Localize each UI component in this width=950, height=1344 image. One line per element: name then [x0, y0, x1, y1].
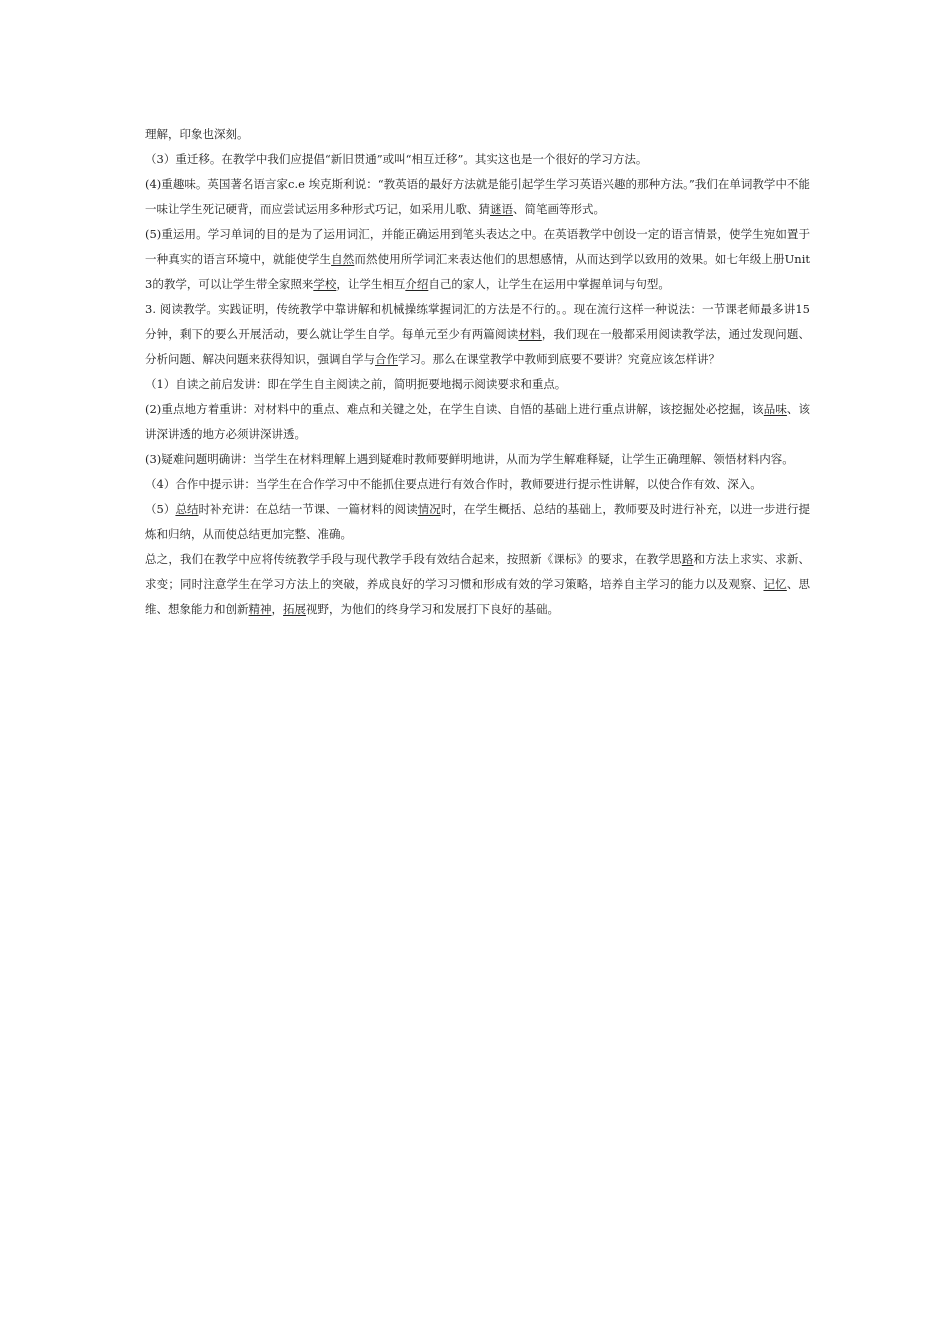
text-run: 、简笔画等形式。: [513, 202, 605, 216]
paragraph: [145, 472, 810, 497]
paragraph: [145, 122, 810, 147]
text-run: 3. 阅读教学。实践证明，传统教学中靠讲解和机械操练掌握词汇的方法是不行的。。现在流行这样一种说法：一节课老师最多讲15分钟，剩下的要么开展活动，要么就让学生自学。每单元至少有两篇阅读: [145, 302, 810, 341]
paragraph: [145, 397, 810, 447]
text-run: ，让学生相互: [336, 277, 406, 291]
text-run: 学习。那么在课堂教学中教师到底要不要讲？究竟应该怎样讲？: [398, 352, 720, 366]
text-run: （1）自读之前启发讲：即在学生自主阅读之前，简明扼要地揭示阅读要求和重点。: [145, 377, 567, 391]
paragraph: [145, 547, 810, 622]
underlined-term: 谜语: [490, 202, 513, 216]
paragraph: [145, 297, 810, 372]
underlined-term: 材料: [518, 327, 542, 341]
underlined-term: 介绍: [405, 277, 429, 291]
text-run: 视野，为他们的终身学习和发展打下良好的基础。: [306, 602, 559, 616]
text-run: (4)重趣味。英国著名语言家c.e 埃克斯利说：“教英语的最好方法就是能引起学生学习英语兴趣的那种方法。”我们在单词教学中不能一味让学生死记硬背，而应尝试运用多种形式巧记，如采用儿歌、猜: [145, 177, 810, 216]
paragraph: [145, 372, 810, 397]
text-run: 自己的家人，让学生在运用中掌握单词与句型。: [428, 277, 670, 291]
text-run: （3）重迁移。在教学中我们应提倡“新旧贯通”或叫“相互迁移”。其实这也是一个很好的学习方法。: [145, 152, 648, 166]
underlined-term: 合作: [375, 352, 398, 366]
text-run: 时，在学生概括、总结的基础上，教师要及时进行补充，以进一步进行提炼和归纳，从而使总结更加完整、准确。: [145, 502, 811, 541]
document-body: [145, 122, 814, 622]
paragraph: [145, 172, 810, 222]
paragraph: [145, 497, 810, 547]
paragraph: [145, 222, 814, 297]
underlined-term: 情况: [417, 502, 441, 516]
underlined-term: 路: [681, 552, 694, 566]
text-run: 理解，印象也深刻。: [145, 127, 249, 141]
paragraph: [145, 447, 810, 472]
underlined-term: 拓展: [283, 602, 306, 616]
text-run: (3)疑难问题明确讲：当学生在材料理解上遇到疑难时教师要鲜明地讲，从而为学生解难释疑，让学生正确理解、领悟材料内容。: [145, 452, 794, 466]
text-run: （5）: [145, 502, 176, 516]
underlined-term: 记忆: [763, 577, 787, 591]
underlined-term: 品味: [763, 402, 787, 416]
text-run: 和方法上求实、求新、求变；同时注意学生在学习方法上的突破，养成良好的学习习惯和形成有效的学习策略，培养自主学习的能力以及观察、: [145, 552, 811, 591]
underlined-term: 精神: [248, 602, 272, 616]
text-run: 、思维、想象能力和创新: [145, 577, 810, 616]
text-run: （4）合作中提示讲：当学生在合作学习中不能抓住要点进行有效合作时，教师要进行提示性讲解，以使合作有效、深入。: [145, 477, 762, 491]
text-run: 时补充讲：在总结一节课、一篇材料的阅读: [198, 502, 418, 516]
text-run: 而然使用所学词汇来表达他们的思想感情，从而达到学以致用的效果。如七年级上册Unit 3的教学，可以让学生带全家照来: [145, 252, 814, 291]
underlined-term: 总结: [175, 502, 199, 516]
text-run: 、该讲深讲透的地方必须讲深讲透。: [145, 402, 811, 441]
text-run: (5)重运用。学习单词的目的是为了运用词汇，并能正确运用到笔头表达之中。在英语教学中创设一定的语言情景，使学生宛如置于一种真实的语言环境中，就能使学生: [145, 227, 810, 266]
underlined-term: 自然: [331, 252, 355, 266]
text-run: ，我们现在一般都采用阅读教学法，通过发现问题、分析问题、解决问题来获得知识，强调自学与: [145, 327, 811, 366]
text-run: (2)重点地方着重讲：对材料中的重点、难点和关键之处，在学生自读、自悟的基础上进行重点讲解，该挖掘处必挖掘，该: [145, 402, 764, 416]
paragraph: [145, 147, 810, 172]
underlined-term: 学校: [313, 277, 337, 291]
text-run: 总之，我们在教学中应将传统教学手段与现代教学手段有效结合起来，按照新《课标》的要求，在教学思: [145, 552, 682, 566]
text-run: ，: [271, 602, 283, 616]
